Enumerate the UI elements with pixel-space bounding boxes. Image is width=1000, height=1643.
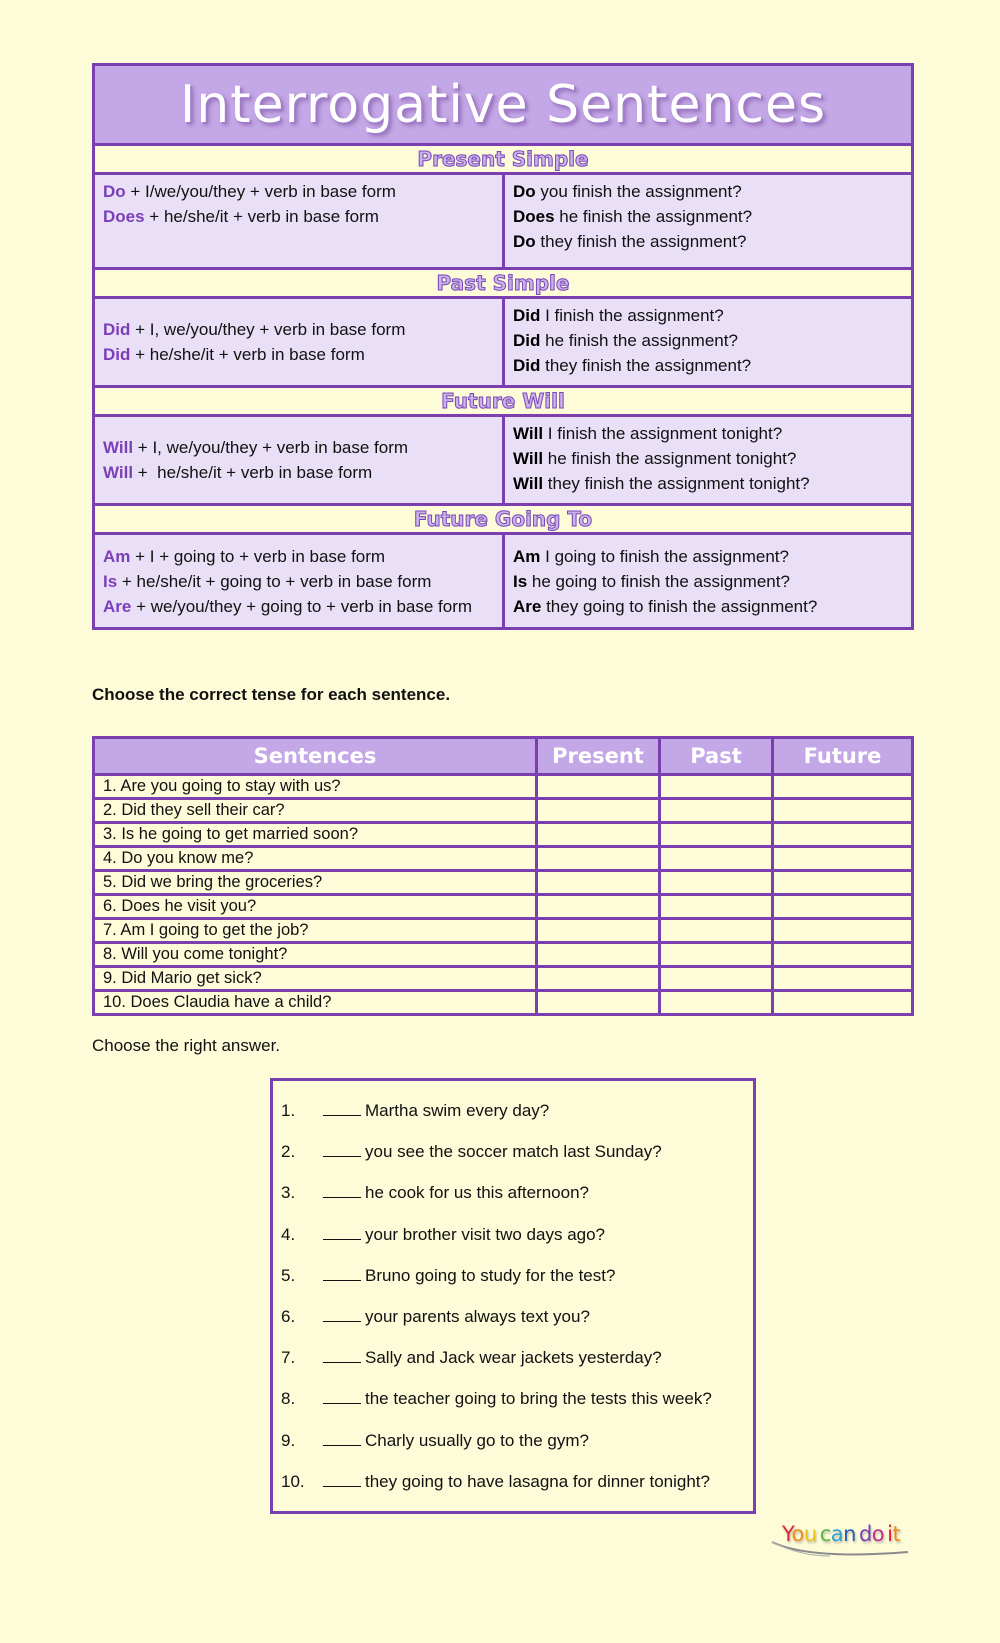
answer-cell-future[interactable] [773, 967, 913, 991]
sentence-cell: 1. Are you going to stay with us? [94, 775, 537, 799]
section-row [95, 535, 911, 627]
keyword: Did [513, 331, 541, 350]
list-item [281, 1266, 615, 1286]
item-text: you see the soccer match last Sunday? [365, 1142, 662, 1162]
structure-cell [95, 535, 505, 627]
keyword: Will [513, 449, 544, 468]
answer-blank[interactable] [323, 1101, 361, 1116]
sentence-cell: 6. Does he visit you? [94, 895, 537, 919]
answer-cell-past[interactable] [660, 991, 773, 1015]
left-line [103, 204, 494, 229]
keyword: Do [103, 182, 126, 201]
item-text: Bruno going to study for the test? [365, 1265, 616, 1285]
answer-cell-future[interactable] [773, 775, 913, 799]
left-line [103, 544, 494, 569]
line-text: + he/she/it + going to + verb in base form [117, 571, 432, 591]
keyword: Are [103, 596, 132, 616]
table-row [94, 967, 913, 991]
table-row [94, 919, 913, 943]
left-line [103, 317, 494, 342]
line-text: + I, we/you/they + verb in base form [130, 320, 406, 339]
item-number: 3. [281, 1183, 296, 1203]
item-number: 6. [281, 1307, 296, 1326]
answer-box [270, 1078, 756, 1514]
line-text: they finish the assignment tonight? [543, 474, 810, 493]
line-text: he finish the assignment? [554, 207, 753, 226]
structure-cell [95, 417, 505, 503]
right-line [513, 204, 903, 229]
sentence-cell: 5. Did we bring the groceries? [94, 871, 537, 895]
line-text: I finish the assignment? [540, 306, 724, 325]
right-line [513, 179, 903, 204]
left-line [103, 179, 494, 204]
right-line [513, 544, 903, 569]
left-line [103, 569, 494, 594]
structure-cell [95, 299, 505, 385]
example-cell [505, 175, 911, 267]
line-text: they finish the assignment? [540, 356, 752, 375]
structure-cell [95, 175, 505, 267]
answer-cell-past[interactable] [660, 919, 773, 943]
answer-blank[interactable] [323, 1389, 361, 1404]
item-text: Sally and Jack wear jackets yesterday? [365, 1348, 662, 1368]
answer-cell-present[interactable] [537, 799, 660, 823]
section-row [95, 175, 911, 270]
left-line [103, 594, 494, 619]
line-text: you finish the assignment? [535, 182, 742, 201]
line-text: they going to finish the assignment? [541, 596, 818, 616]
answer-cell-past[interactable] [660, 967, 773, 991]
left-line [103, 435, 494, 460]
table-row [94, 895, 913, 919]
sentence-cell: 7. Am I going to get the job? [94, 919, 537, 943]
line-text: + I + going to + verb in base form [130, 546, 386, 566]
grammar-table [92, 63, 914, 630]
section-heading: Future Going To [95, 506, 911, 535]
line-text: + he/she/it + verb in base form [133, 463, 373, 482]
header-present: Present [537, 738, 660, 775]
answer-cell-future[interactable] [773, 799, 913, 823]
answer-blank[interactable] [323, 1142, 361, 1157]
list-item [281, 1472, 710, 1492]
answer-cell-past[interactable] [660, 823, 773, 847]
keyword: Is [513, 571, 528, 591]
instruction-tense: Choose the correct tense for each sentence. [92, 685, 451, 704]
sentence-cell: 9. Did Mario get sick? [94, 967, 537, 991]
line-text: I finish the assignment tonight? [543, 424, 783, 443]
answer-blank[interactable] [323, 1348, 361, 1363]
answer-blank[interactable] [323, 1431, 361, 1446]
sentence-cell: 8. Will you come tonight? [94, 943, 537, 967]
item-number: 10. [281, 1471, 305, 1491]
answer-blank[interactable] [323, 1225, 361, 1240]
answer-cell-future[interactable] [773, 943, 913, 967]
answer-cell-present[interactable] [537, 847, 660, 871]
item-number: 8. [281, 1389, 296, 1409]
keyword: Will [513, 424, 544, 443]
sentence-cell: 2. Did they sell their car? [94, 799, 537, 823]
answer-cell-past[interactable] [660, 943, 773, 967]
list-item [281, 1389, 712, 1409]
table-row [94, 871, 913, 895]
answer-cell-past[interactable] [660, 871, 773, 895]
right-line [513, 353, 903, 378]
item-number: 5. [281, 1265, 296, 1285]
left-line [103, 342, 494, 367]
keyword: Do [513, 232, 536, 251]
answer-blank[interactable] [323, 1266, 361, 1281]
answer-cell-present[interactable] [537, 823, 660, 847]
table-row [94, 943, 913, 967]
answer-cell-past[interactable] [660, 799, 773, 823]
right-line [513, 594, 903, 619]
list-item [281, 1183, 589, 1203]
keyword: Did [103, 320, 131, 339]
answer-cell-present[interactable] [537, 871, 660, 895]
item-number: 1. [281, 1101, 296, 1120]
list-item [281, 1307, 590, 1327]
line-text: + I, we/you/they + verb in base form [133, 438, 409, 457]
table-row [94, 799, 913, 823]
item-number: 2. [281, 1142, 296, 1162]
item-text: your parents always text you? [365, 1307, 590, 1326]
keyword: Will [513, 474, 544, 493]
grammar-sections [95, 146, 911, 627]
sentence-cell: 10. Does Claudia have a child? [94, 991, 537, 1015]
keyword: Do [513, 182, 536, 201]
item-text: Martha swim every day? [365, 1101, 550, 1120]
line-text: I going to finish the assignment? [540, 546, 789, 566]
tense-table-body [94, 775, 913, 1015]
answer-cell-future[interactable] [773, 823, 913, 847]
right-line [513, 446, 903, 471]
header-past: Past [660, 738, 773, 775]
line-text: he finish the assignment? [540, 331, 738, 350]
keyword: Did [103, 345, 131, 364]
table-row [94, 847, 913, 871]
instruction-answer: Choose the right answer. [92, 1036, 281, 1055]
item-number: 9. [281, 1430, 296, 1450]
keyword: Am [103, 546, 131, 566]
line-text: + he/she/it + verb in base form [144, 207, 379, 226]
section-row [95, 299, 911, 388]
answer-cell-past[interactable] [660, 847, 773, 871]
left-line [103, 460, 494, 485]
page-title: Interrogative Sentences [95, 66, 911, 146]
line-text: they finish the assignment? [535, 232, 747, 251]
table-row [94, 775, 913, 799]
list-item [281, 1348, 662, 1368]
answer-cell-present[interactable] [537, 967, 660, 991]
item-text: he cook for us this afternoon? [365, 1183, 589, 1203]
keyword: Will [103, 438, 134, 457]
keyword: Is [103, 571, 118, 591]
answer-cell-future[interactable] [773, 919, 913, 943]
list-item [281, 1431, 589, 1451]
line-text: + he/she/it + verb in base form [130, 345, 365, 364]
keyword: Are [513, 596, 542, 616]
answer-cell-present[interactable] [537, 943, 660, 967]
answer-cell-present[interactable] [537, 895, 660, 919]
section-heading: Future Will [95, 388, 911, 417]
line-text: + I/we/you/they + verb in base form [125, 182, 396, 201]
list-item [281, 1142, 662, 1162]
table-row [94, 823, 913, 847]
section-heading: Past Simple [95, 270, 911, 299]
answer-cell-future[interactable] [773, 895, 913, 919]
keyword: Am [513, 546, 541, 566]
sentence-cell: 4. Do you know me? [94, 847, 537, 871]
answer-cell-future[interactable] [773, 847, 913, 871]
answer-cell-past[interactable] [660, 775, 773, 799]
tense-table-header [94, 738, 913, 775]
line-text: he finish the assignment tonight? [543, 449, 797, 468]
answer-blank[interactable] [323, 1472, 361, 1487]
table-row [94, 991, 913, 1015]
right-line [513, 303, 903, 328]
example-cell [505, 417, 911, 503]
keyword: Did [513, 356, 541, 375]
tense-table [92, 736, 914, 1016]
item-number: 4. [281, 1224, 296, 1244]
answer-cell-future[interactable] [773, 991, 913, 1015]
answer-cell-present[interactable] [537, 775, 660, 799]
keyword: Does [513, 207, 555, 226]
right-line [513, 421, 903, 446]
example-cell [505, 299, 911, 385]
right-line [513, 569, 903, 594]
right-line [513, 229, 903, 254]
header-future: Future [773, 738, 913, 775]
answer-blank[interactable] [323, 1307, 361, 1322]
answer-cell-future[interactable] [773, 871, 913, 895]
logo: You can do it [782, 1522, 901, 1546]
item-number: 7. [281, 1348, 296, 1368]
line-text: he going to finish the assignment? [527, 571, 790, 591]
section-row [95, 417, 911, 506]
item-text: Charly usually go to the gym? [365, 1430, 589, 1450]
keyword: Will [103, 463, 134, 482]
item-text: they going to have lasagna for dinner tonight? [365, 1471, 710, 1491]
answer-cell-present[interactable] [537, 991, 660, 1015]
sentence-cell: 3. Is he going to get married soon? [94, 823, 537, 847]
item-text: the teacher going to bring the tests this week? [365, 1389, 712, 1409]
answer-cell-past[interactable] [660, 895, 773, 919]
header-sentences: Sentences [94, 738, 537, 775]
right-line [513, 471, 903, 496]
line-text: + we/you/they + going to + verb in base form [131, 596, 473, 616]
section-heading: Present Simple [95, 146, 911, 175]
answer-blank[interactable] [323, 1183, 361, 1198]
right-line [513, 328, 903, 353]
keyword: Did [513, 306, 541, 325]
item-text: your brother visit two days ago? [365, 1224, 606, 1244]
example-cell [505, 535, 911, 627]
list-item [281, 1101, 549, 1121]
answer-cell-present[interactable] [537, 919, 660, 943]
keyword: Does [103, 207, 145, 226]
list-item [281, 1225, 605, 1245]
